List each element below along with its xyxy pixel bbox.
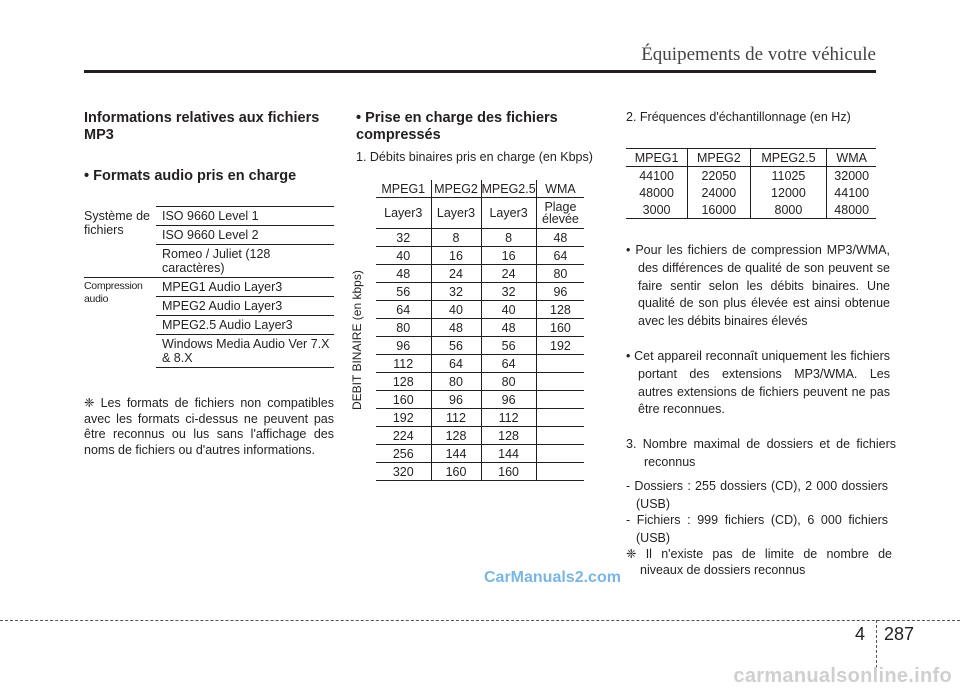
bitrate-row [376, 463, 584, 481]
freq-cell: 8000 [750, 201, 827, 219]
format-item: Windows Media Audio Ver 7.X & 8.X [156, 335, 334, 368]
bitrate-row [376, 319, 584, 337]
format-item: MPEG2.5 Audio Layer3 [156, 316, 334, 335]
format-item: ISO 9660 Level 1 [156, 207, 334, 226]
bitrate-row [376, 355, 584, 373]
watermark-carmanuals2: CarManuals2.com [484, 569, 621, 586]
folder-levels-note: ❈ Il n'existe pas de limite de nombre de niveaux de dossiers reconnus [626, 547, 892, 577]
bitrate-cell: 160 [481, 463, 536, 481]
bitrate-row [376, 445, 584, 463]
bitrate-table [376, 180, 584, 481]
bitrate-cell: 64 [431, 355, 481, 373]
bitrate-cell: 64 [481, 355, 536, 373]
bitrate-cell: 56 [481, 337, 536, 355]
bitrate-cell: 160 [536, 319, 584, 337]
bitrate-cell: 16 [481, 247, 536, 265]
bitrate-cell [536, 373, 584, 391]
bitrate-cell: 128 [481, 427, 536, 445]
bitrate-cell: 96 [431, 391, 481, 409]
bitrate-cell: 144 [431, 445, 481, 463]
file-system-label: Système de fichiers [84, 208, 151, 237]
freq-cell: 44100 [639, 168, 674, 183]
bitrate-cell: 48 [376, 265, 431, 283]
freq-row [626, 201, 876, 219]
bitrate-cell: 192 [376, 409, 431, 427]
freq-cell: 16000 [688, 201, 750, 219]
bitrate-row [376, 373, 584, 391]
bitrate-cell: 32 [376, 229, 431, 247]
bitrate-axis-label: DEBIT BINAIRE (en kbps) [350, 270, 364, 410]
freq-cell: 48000 [639, 185, 674, 200]
formats-table [84, 206, 334, 368]
bitrate-cell: 128 [376, 373, 431, 391]
extensions-bullet: • Cet appareil reconnaît uniquement les fichiers portant des extensions MP3/WMA. Les autres extensions de fichiers peuvent ne pas être reconnues. [626, 349, 890, 417]
running-header-title: Équipements de votre véhicule [641, 44, 876, 65]
bitrate-subheading: 1. Débits binaires pris en charge (en Kbps) [356, 150, 593, 164]
bitrate-cell: 24 [431, 265, 481, 283]
bitrate-cell: 40 [376, 247, 431, 265]
format-item: MPEG1 Audio Layer3 [156, 278, 334, 297]
mp3-info-heading: Informations relatives aux fichiers MP3 [84, 110, 320, 143]
bitrate-row [376, 409, 584, 427]
freq-cell: 32000 [827, 167, 876, 185]
page-number-separator [876, 620, 877, 668]
quality-bullet: • Pour les fichiers de compression MP3/WMA, des différences de qualité de son peuvent se faire sentir selon les débits binaires. Une qualité de son plus élevée est ainsi obtenue avec les débits binaires élevés [626, 243, 890, 329]
bitrate-row [376, 265, 584, 283]
bitrate-col-header: MPEG2 [431, 180, 481, 198]
bitrate-cell: 112 [481, 409, 536, 427]
freq-cell: 3000 [626, 201, 688, 219]
bitrate-header-row [376, 180, 584, 198]
bitrate-cell: 32 [481, 283, 536, 301]
format-item: ISO 9660 Level 2 [156, 226, 334, 245]
bitrate-cell: 96 [481, 391, 536, 409]
bitrate-cell: 224 [376, 427, 431, 445]
bitrate-col-header: WMA [536, 180, 584, 198]
bitrate-cell: 80 [481, 373, 536, 391]
bitrate-cell [536, 391, 584, 409]
bitrate-row [376, 427, 584, 445]
bitrate-cell: 144 [481, 445, 536, 463]
bitrate-cell [536, 355, 584, 373]
bitrate-cell [536, 427, 584, 445]
freq-cell: 12000 [750, 184, 827, 201]
bitrate-cell: 96 [536, 283, 584, 301]
footer-dashed-rule [0, 620, 960, 621]
bitrate-cell: 48 [481, 319, 536, 337]
bitrate-cell: 64 [376, 301, 431, 319]
bitrate-cell: 64 [536, 247, 584, 265]
freq-heading: 2. Fréquences d'échantillonnage (en Hz) [626, 110, 851, 124]
freq-col-header: MPEG2 [688, 149, 750, 167]
bitrate-cell: 40 [481, 301, 536, 319]
compressed-files-heading: • Prise en charge des fichiers compressés [356, 110, 558, 143]
freq-cell: 24000 [688, 184, 750, 201]
page-number: 287 [884, 624, 915, 644]
freq-cell: 11025 [750, 167, 827, 185]
folders-limit: - Dossiers : 255 dossiers (CD), 2 000 dossiers (USB) [626, 479, 888, 511]
bitrate-cell: 48 [536, 229, 584, 247]
formats-heading: • Formats audio pris en charge [84, 168, 297, 184]
freq-cell: 22050 [688, 167, 750, 185]
header-rule [84, 70, 876, 73]
bitrate-cell [536, 463, 584, 481]
bitrate-cell: 160 [376, 391, 431, 409]
bitrate-cell: 80 [431, 373, 481, 391]
bitrate-col-header: MPEG2.5 [481, 181, 536, 196]
bitrate-subheader: Layer3 [376, 198, 431, 229]
bitrate-cell: 96 [376, 337, 431, 355]
formats-note: ❈ Les formats de fichiers non compatibles avec les formats ci-dessus ne peuvent pas être reconnus ou lus sans l'affichage des noms de fichiers ou d'autres informations. [84, 396, 334, 457]
bitrate-cell: 320 [376, 463, 431, 481]
bitrate-cell [536, 409, 584, 427]
frequency-table [626, 148, 876, 219]
bitrate-cell: 32 [431, 283, 481, 301]
bitrate-subheader: Layer3 [431, 198, 481, 229]
bitrate-cell: 128 [536, 301, 584, 319]
bitrate-cell: 8 [481, 229, 536, 247]
freq-header-row [626, 149, 876, 167]
freq-row [626, 167, 876, 185]
bitrate-cell: 24 [481, 265, 536, 283]
bitrate-cell: 192 [536, 337, 584, 355]
freq-cell: 44100 [827, 184, 876, 201]
bitrate-subheader: Layer3 [481, 198, 536, 229]
bitrate-subheader: Plage élevée [536, 198, 584, 229]
bitrate-cell: 48 [431, 319, 481, 337]
files-limit: - Fichiers : 999 fichiers (CD), 6 000 fichiers (USB) [626, 513, 888, 545]
left-column [84, 110, 334, 457]
bitrate-cell: 8 [431, 229, 481, 247]
bitrate-row [376, 247, 584, 265]
bitrate-cell [536, 445, 584, 463]
freq-col-header: WMA [827, 149, 876, 167]
bitrate-cell: 80 [376, 319, 431, 337]
freq-cell: 48000 [827, 201, 876, 219]
bitrate-cell: 112 [376, 355, 431, 373]
bitrate-cell: 128 [431, 427, 481, 445]
bitrate-cell: 56 [376, 283, 431, 301]
middle-column [350, 110, 606, 479]
bitrate-cell: 112 [431, 409, 481, 427]
compression-label: Compression audio [84, 278, 156, 368]
bitrate-cell: 256 [376, 445, 431, 463]
format-item: MPEG2 Audio Layer3 [156, 297, 334, 316]
bitrate-cell: 40 [431, 301, 481, 319]
freq-row [626, 184, 876, 201]
bitrate-row [376, 283, 584, 301]
bitrate-row [376, 301, 584, 319]
bitrate-col-header: MPEG1 [381, 181, 426, 196]
freq-col-header: MPEG1 [626, 149, 688, 167]
bitrate-cell: 80 [536, 265, 584, 283]
bitrate-cell: 56 [431, 337, 481, 355]
bitrate-cell: 16 [431, 247, 481, 265]
format-item: Romeo / Juliet (128 caractères) [156, 245, 334, 278]
bitrate-row [376, 391, 584, 409]
freq-col-header: MPEG2.5 [750, 149, 827, 167]
max-count-heading: 3. Nombre maximal de dossiers et de fichiers reconnus [626, 437, 896, 469]
bitrate-cell: 160 [431, 463, 481, 481]
bitrate-row [376, 337, 584, 355]
watermark-carmanualsonline: carmanualsonline.info [733, 665, 952, 687]
chapter-number: 4 [855, 624, 866, 644]
bitrate-subheader-row [376, 198, 584, 229]
bitrate-row [376, 229, 584, 247]
